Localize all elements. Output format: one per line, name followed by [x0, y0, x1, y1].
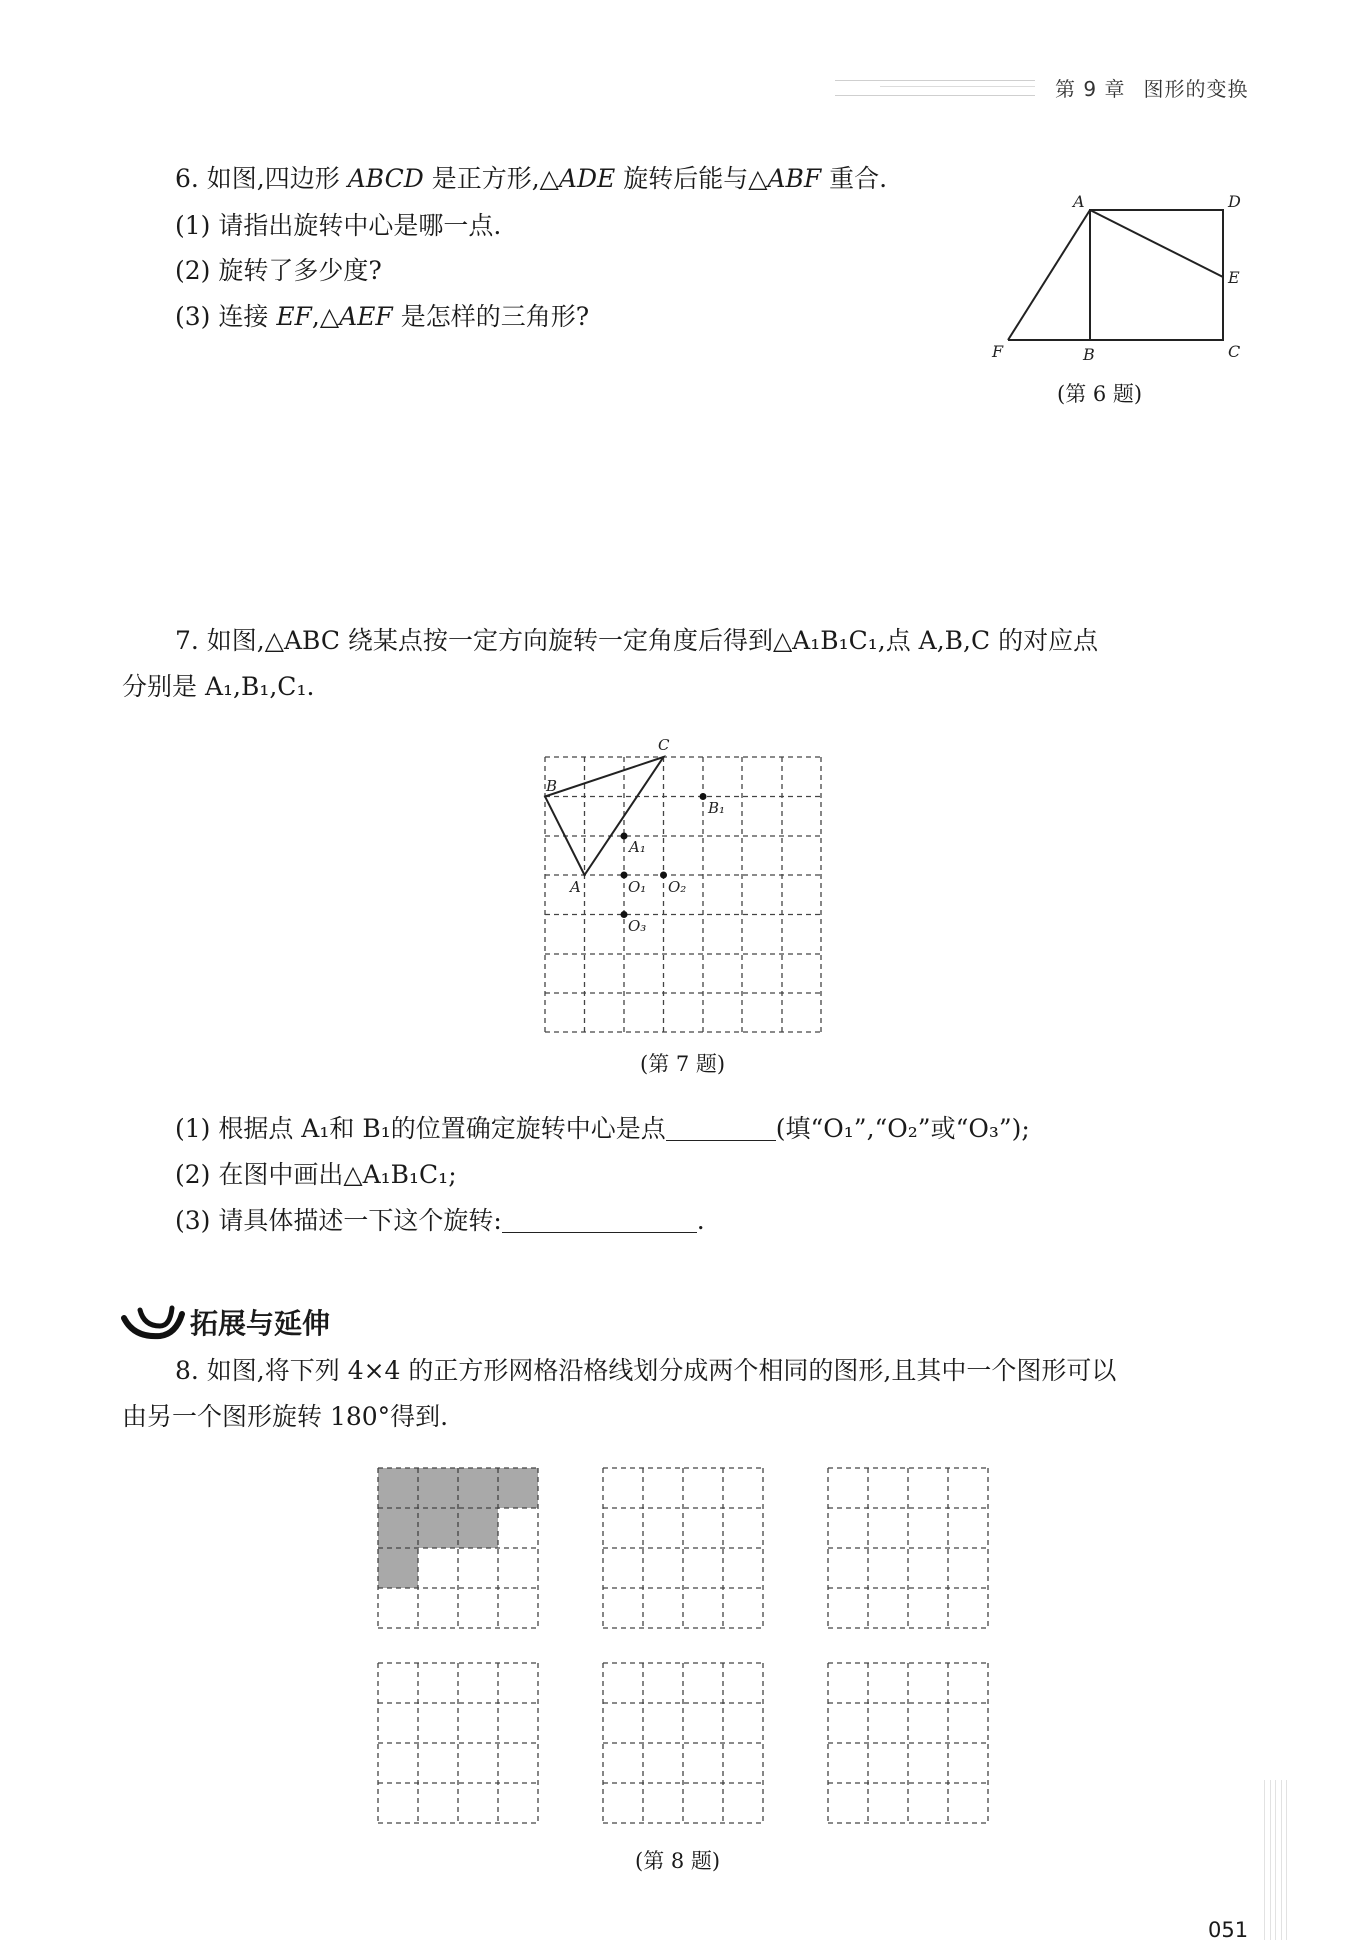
- section-swoosh-icon: [120, 1300, 186, 1342]
- page-edge-marks: [1262, 1780, 1292, 1940]
- q7-part3-text-a: (3) 请具体描述一下这个旋转:: [175, 1206, 502, 1235]
- q7-point-o3: [621, 911, 628, 918]
- q6-var-aef: AEF: [339, 302, 393, 331]
- q6-label-d: D: [1228, 192, 1241, 211]
- q7-triangle-abc: [545, 757, 664, 875]
- q7-stem-line1: 7. 如图,△ABC 绕某点按一定方向旋转一定角度后得到△A₁B₁C₁,点 A,B,C 的对应点: [175, 626, 1099, 655]
- q8-caption: (第 8 题): [635, 1849, 721, 1873]
- q8-shaded-cell: [498, 1468, 538, 1508]
- q8-stem-line2: 由另一个图形旋转 180°得到.: [122, 1402, 449, 1431]
- q7-label-b1: B₁: [708, 799, 726, 817]
- q7-label-a1: A₁: [629, 838, 646, 856]
- q8-shaded-cell: [418, 1468, 458, 1508]
- q6-stem-text-d: 重合.: [821, 164, 888, 193]
- q6-var-ade: ADE: [558, 164, 616, 193]
- q6-segment-ae: [1090, 210, 1223, 277]
- q6-part1: (1) 请指出旋转中心是哪一点.: [175, 211, 502, 240]
- q8-grid-6[interactable]: [828, 1663, 988, 1823]
- q7-point-b1: [700, 793, 707, 800]
- q8-grid-4[interactable]: [378, 1663, 538, 1823]
- q8-shaded-cell: [378, 1508, 418, 1548]
- section-title: 拓展与延伸: [190, 1307, 331, 1340]
- q6-part3-text-b: ,△: [311, 302, 340, 331]
- q7-label-o3: O₃: [628, 917, 647, 935]
- q6-part3: [175, 300, 589, 334]
- q6-label-f: F: [992, 342, 1004, 361]
- q7-figure: [530, 735, 830, 1040]
- q8-shaded-cell: [458, 1468, 498, 1508]
- q7-part1-text-b: (填“O₁”,“O₂”或“O₃”);: [775, 1114, 1030, 1143]
- q6-var-abcd: ABCD: [347, 164, 424, 193]
- q7-part2: (2) 在图中画出△A₁B₁C₁;: [175, 1160, 457, 1189]
- q7-part3: [175, 1204, 705, 1238]
- q7-label-a: A: [570, 878, 581, 896]
- q7-part1-answer-blank[interactable]: [666, 1116, 776, 1141]
- q6-label-b: B: [1083, 345, 1095, 364]
- q7-label-c: C: [658, 736, 670, 754]
- header-rule-inner: [880, 86, 1035, 87]
- chapter-label: 第 9 章: [1055, 77, 1126, 101]
- q7-label-o2: O₂: [668, 878, 687, 896]
- q7-stem-line2: 分别是 A₁,B₁,C₁.: [122, 672, 315, 701]
- q7-part3-text-b: .: [696, 1206, 705, 1235]
- q6-figure: [980, 185, 1260, 370]
- q7-point-a1: [621, 833, 628, 840]
- q6-label-e: E: [1228, 268, 1240, 287]
- q6-stem: [175, 162, 887, 196]
- q8-grid-2[interactable]: [603, 1468, 763, 1628]
- q8-grid-5[interactable]: [603, 1663, 763, 1823]
- q7-part3-answer-blank[interactable]: [502, 1208, 697, 1233]
- q6-stem-text-c: 旋转后能与△: [615, 164, 768, 193]
- q6-square-abcd: [1090, 210, 1223, 340]
- q6-caption: (第 6 题): [1057, 382, 1143, 406]
- q7-part1: [175, 1112, 1030, 1146]
- q7-part1-text-a: (1) 根据点 A₁和 B₁的位置确定旋转中心是点: [175, 1114, 666, 1143]
- q8-shaded-cell: [378, 1468, 418, 1508]
- q6-stem-text-a: 6. 如图,四边形: [175, 164, 348, 193]
- q8-grids: [370, 1465, 995, 1840]
- q8-shaded-cell: [418, 1508, 458, 1548]
- q8-stem-line1: 8. 如图,将下列 4×4 的正方形网格沿格线划分成两个相同的图形,且其中一个图形可以: [175, 1356, 1117, 1385]
- q6-part3-text-a: (3) 连接: [175, 302, 277, 331]
- q7-label-o1: O₁: [628, 878, 647, 896]
- q6-var-ef: EF: [276, 302, 312, 331]
- q6-var-abf: ABF: [767, 164, 822, 193]
- header-rule: [835, 80, 1035, 96]
- page-header: [1055, 73, 1266, 102]
- q7-caption: (第 7 题): [640, 1052, 726, 1076]
- page-number: 051: [1208, 1918, 1249, 1942]
- q6-segment-af: [1008, 210, 1090, 340]
- q8-grid-1[interactable]: [378, 1468, 538, 1628]
- q6-label-a: A: [1073, 192, 1085, 211]
- q6-label-c: C: [1228, 342, 1241, 361]
- q7-point-o2: [660, 872, 667, 879]
- q6-part2: (2) 旋转了多少度?: [175, 256, 382, 285]
- q8-shaded-cell: [458, 1508, 498, 1548]
- q8-grid-3[interactable]: [828, 1468, 988, 1628]
- q6-stem-text-b: 是正方形,△: [423, 164, 559, 193]
- q7-point-o1: [621, 872, 628, 879]
- q6-part3-text-c: 是怎样的三角形?: [392, 302, 590, 331]
- q7-label-b: B: [546, 777, 558, 795]
- q8-shaded-cell: [378, 1548, 418, 1588]
- chapter-title: 图形的变换: [1143, 77, 1249, 101]
